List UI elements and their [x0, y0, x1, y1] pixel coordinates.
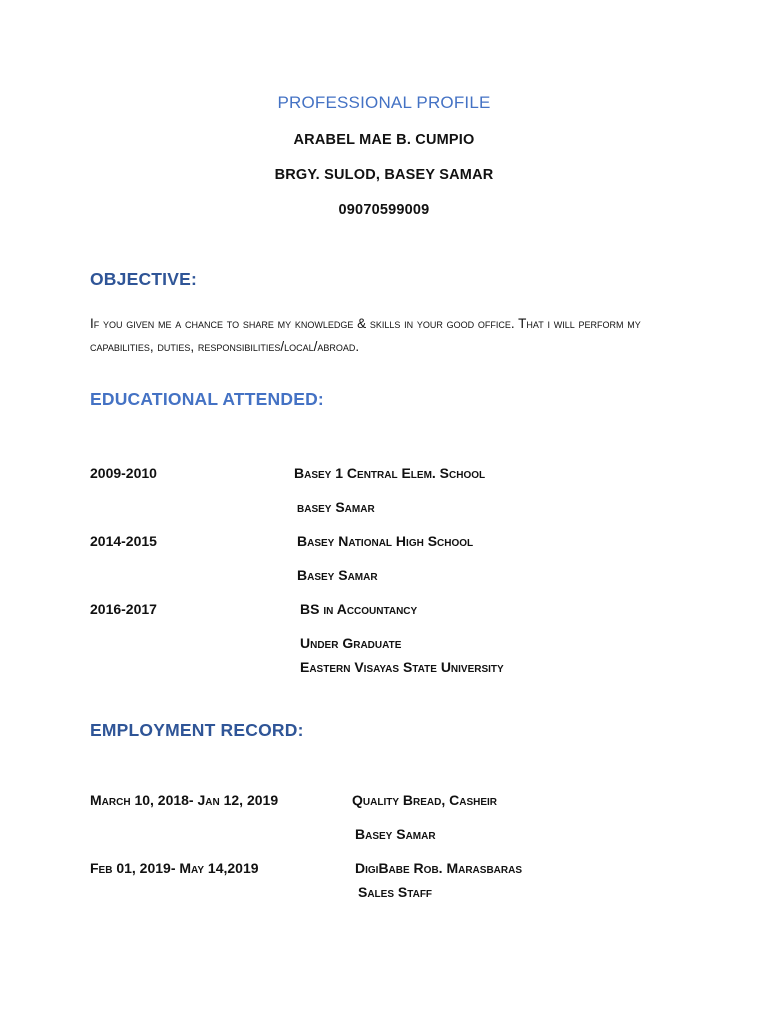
education-school: Basey 1 Central Elem. School [294, 465, 486, 481]
employment-heading: EMPLOYMENT RECORD: [90, 720, 304, 740]
employment-dates: Feb 01, 2019- May 14,2019 [90, 860, 259, 876]
education-heading: EDUCATIONAL ATTENDED: [90, 389, 324, 409]
education-detail: Basey Samar [297, 567, 378, 583]
education-detail: Under Graduate [300, 635, 402, 651]
education-school: BS in Accountancy [300, 601, 418, 617]
education-detail-2: Eastern Visayas State University [300, 659, 504, 675]
applicant-phone: 09070599009 [338, 202, 430, 218]
objective-heading: OBJECTIVE: [90, 269, 198, 289]
document-title: PROFESSIONAL PROFILE [277, 93, 491, 112]
applicant-name: ARABEL MAE B. CUMPIO [293, 132, 475, 148]
employment-employer: Quality Bread, Casheir [352, 792, 498, 808]
education-years: 2014-2015 [90, 533, 157, 549]
employment-detail: Sales Staff [358, 884, 433, 900]
education-school: Basey National High School [297, 533, 474, 549]
applicant-address: BRGY. SULOD, BASEY SAMAR [274, 167, 494, 183]
education-years: 2016-2017 [90, 601, 157, 617]
employment-dates: March 10, 2018- Jan 12, 2019 [90, 792, 279, 808]
education-years: 2009-2010 [90, 465, 157, 481]
employment-detail: Basey Samar [355, 826, 436, 842]
employment-employer: DigiBabe Rob. Marasbaras [355, 860, 523, 876]
education-detail: basey Samar [297, 499, 375, 515]
objective-text: If you given me a chance to share my knowledge & skills in your good office. That i will perform my capabilities, duties, responsibilities/local/abroad. [90, 316, 641, 354]
